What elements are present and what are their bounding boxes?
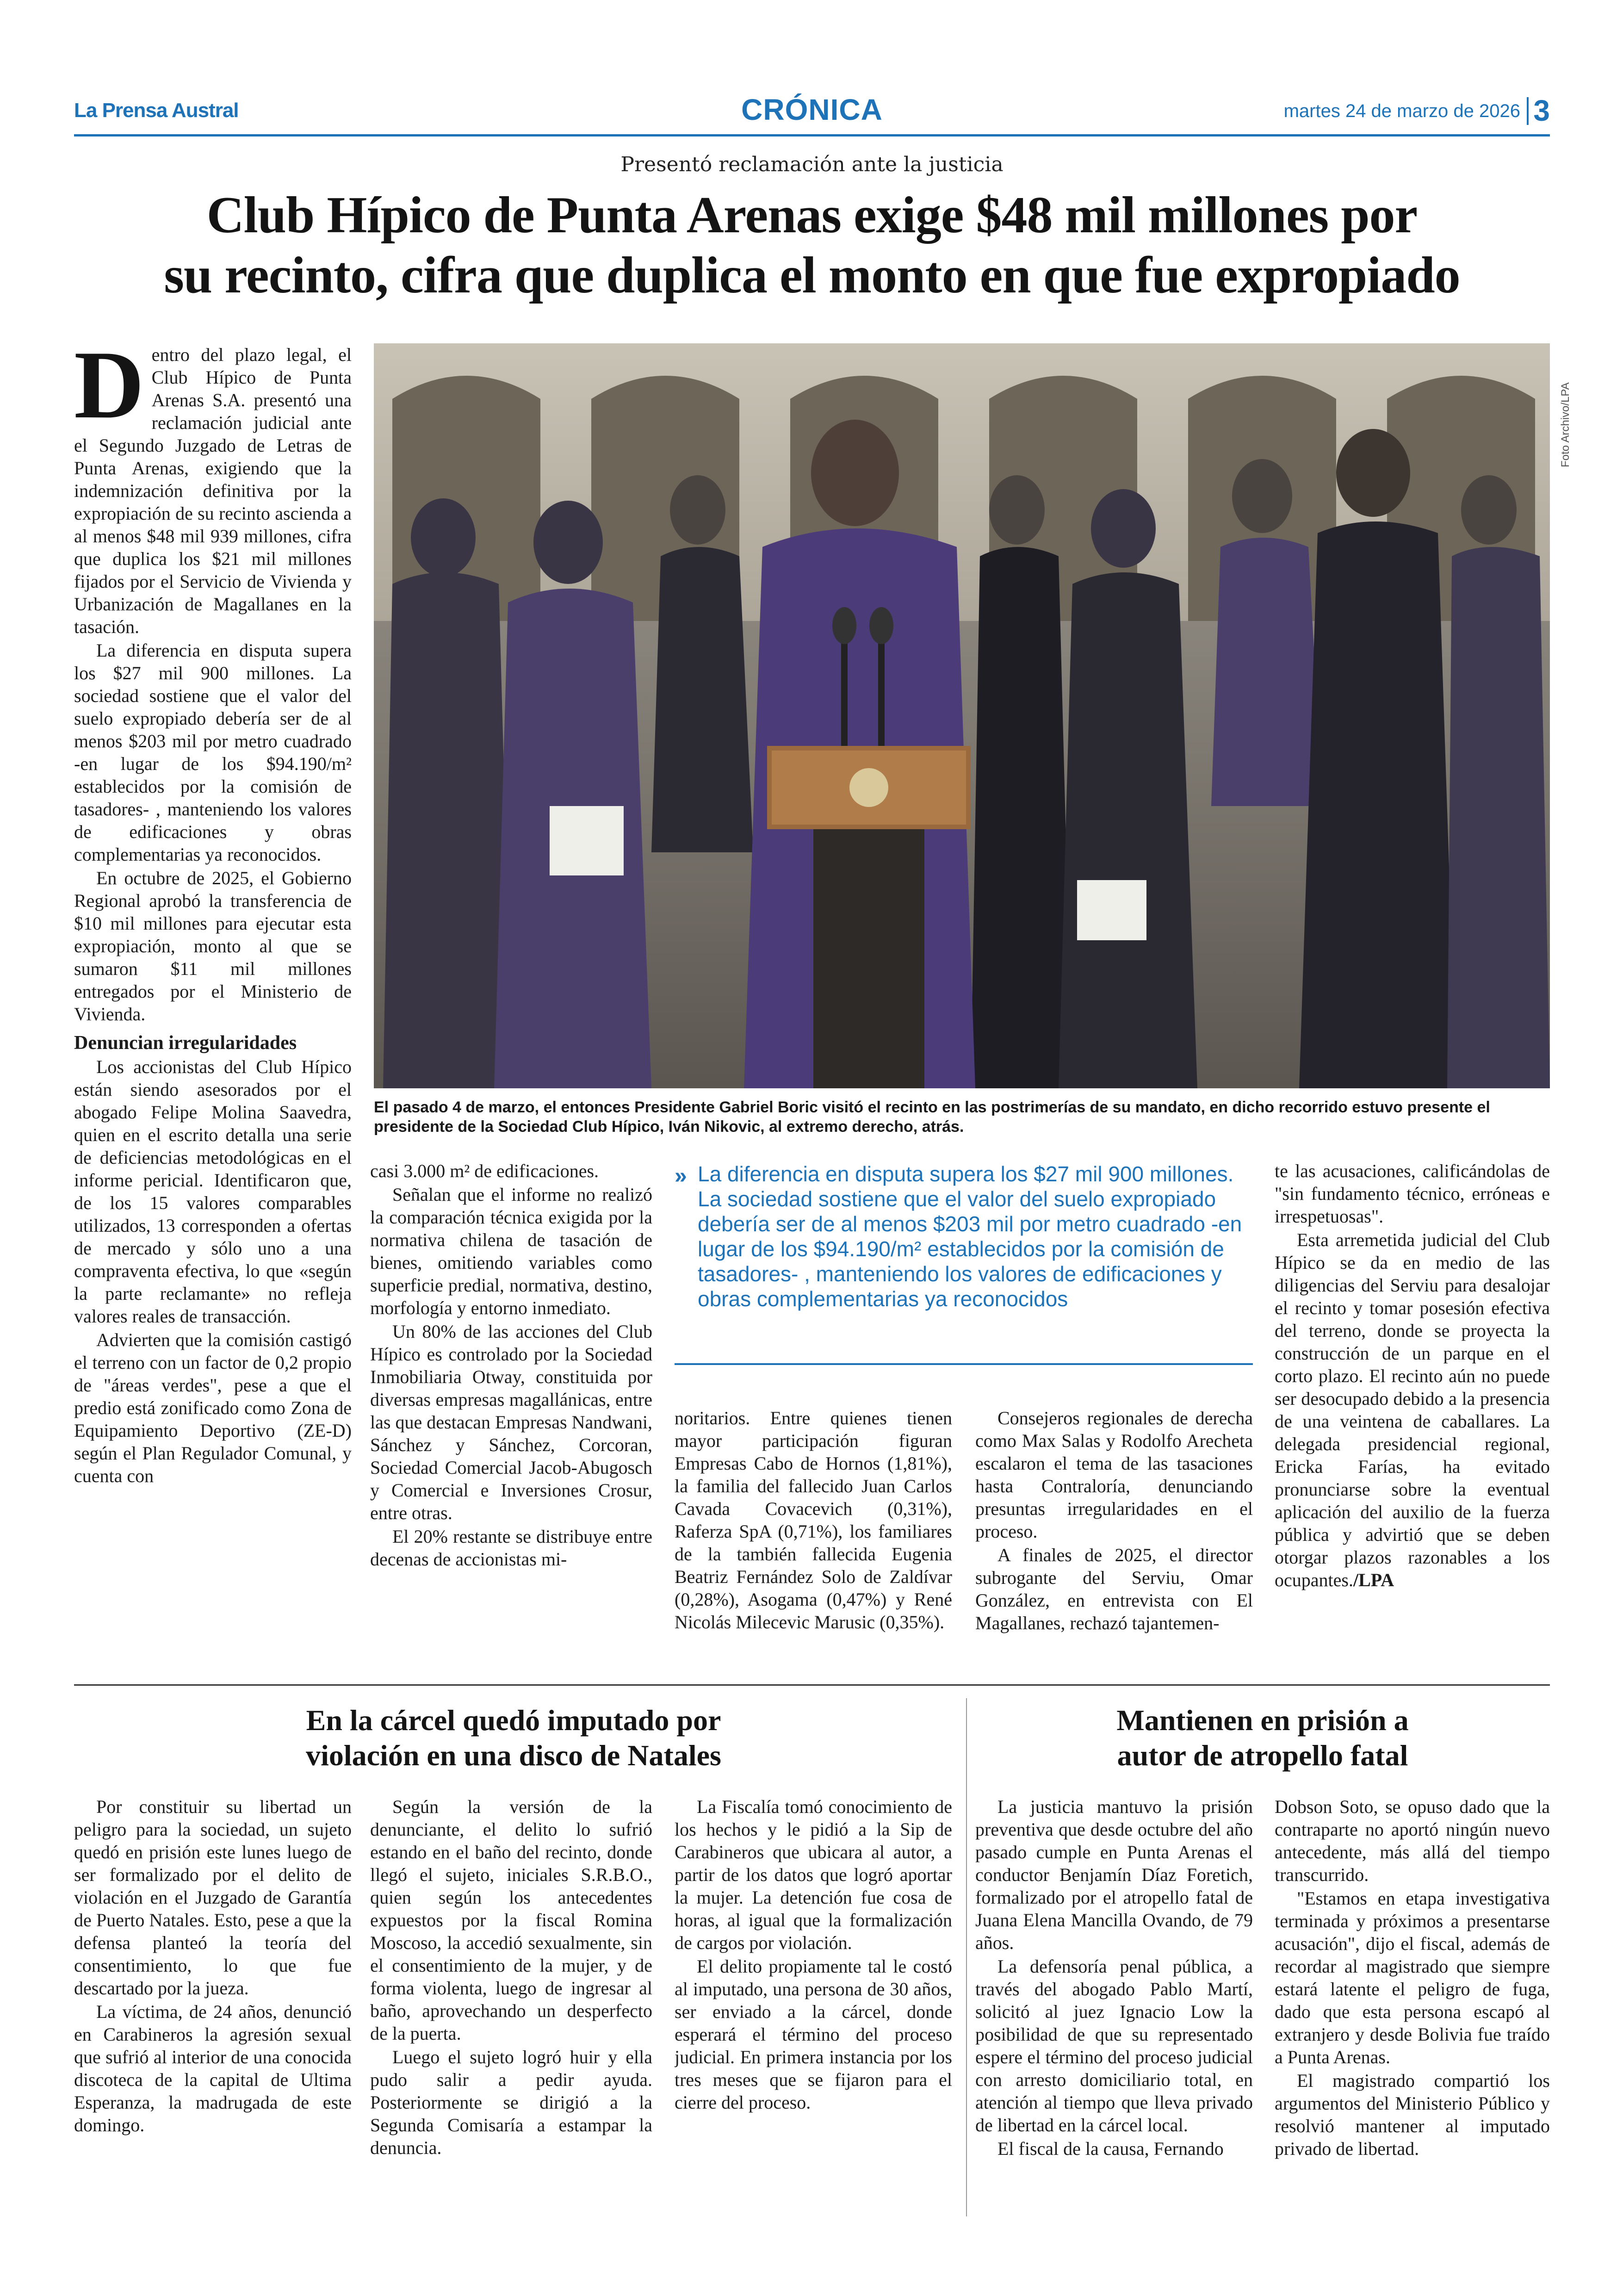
paragraph: te las acusaciones, calificándolas de "sin fundamento técnico, erróneas e irrespetuosas". [1275,1160,1550,1227]
pull-quote-text: La diferencia en disputa supera los $27 mil 900 millones. La sociedad sostiene que el valor del suelo expropiado debería ser de al menos $203 mil por metro cuadrado -en lugar de los $94.190/m² establecidos por la comisión de tasadores- , manteniendo los valores de edificaciones y obras complementarias ya reconocidos [698,1162,1242,1311]
paragraph: La diferencia en disputa supera los $27 mil 900 millones. La sociedad sostiene que el valor del suelo expropiado debería ser de al menos $203 mil por metro cuadrado -en lugar de los $94.190/m² establecidos por la comisión de tasadores- , manteniendo los valores de edificaciones y obras complementarias ya reconocidos. [74,640,352,865]
article-column-3 [675,1407,952,1670]
kicker: Presentó reclamación ante la justicia [620,153,1004,176]
page-header [74,93,1550,134]
lead-paragraph [74,343,352,638]
article-column-2 [370,1160,652,1669]
news-photo [374,343,1550,1088]
publication-name: La Prensa Austral [74,99,239,122]
paragraph: A finales de 2025, el director subrogante del Serviu, Omar González, en entrevista con El Magallanes, rechazó tajantemen- [975,1545,1253,1633]
story2-column-1 [74,1795,352,2226]
main-headline [74,185,1550,305]
pull-quote [675,1161,1253,1365]
paragraph: noritarios. Entre quienes tienen mayor participación figuran Empresas Cabo de Hornos (1,81%), la familia del fallecido Juan Carlos Cavada Covacevich (0,31%), Raferza SpA (0,71%), los familiares de la también fallecida Eugenia Beatriz Fernández Solo de Zaldívar (0,28%), Asogama (0,47%) y René Nicolás Milecevic Marusic (0,35%). [675,1408,952,1632]
paragraph: Consejeros regionales de derecha como Max Salas y Rodolfo Arecheta escalaron el tema de las tasaciones hasta Contraloría, denunciando presuntas irregularidades en el proceso. [975,1408,1253,1542]
headline-line: En la cárcel quedó imputado por [306,1704,721,1737]
subheading: Denuncian irregularidades [74,1032,297,1054]
dropcap: D [74,343,144,439]
paragraph: Advierten que la comisión castigó el terreno con un factor de 0,2 propio de "áreas verdes", pese a que el predio está zonificado como Zona de Equipamiento Deportivo (ZE-D) según el Plan Regulador Comunal, y cuenta con [74,1329,352,1486]
paragraph: La Fiscalía tomó conocimiento de los hechos y le pidió a la Sip de Carabineros que ubicara al autor, a partir de los datos que logró aportar la mujer. La detención fue cosa de horas, al igual que la formalización de cargos por violación. [675,1796,952,1953]
headline-line: autor de atropello fatal [1117,1739,1408,1772]
photo-illustration [374,343,1550,1088]
headline-line: violación en una disco de Natales [306,1739,721,1772]
paragraph: Los accionistas del Club Hípico están siendo asesorados por el abogado Felipe Molina Saavedra, quien en el escrito detalla una serie de deficiencias metodológicas en el informe pericial. Identificaron que, de los 15 valores comparables utilizados, 13 corresponden a ofertas de mercado y sólo uno a una compraventa efectiva, lo que «según la parte reclamante» no refleja valores reales de transacción. [74,1056,352,1327]
double-arrow-icon: » [675,1164,687,1188]
page-number: 3 [1533,94,1550,127]
section-divider [74,1684,1550,1686]
headline-line: su recinto, cifra que duplica el monto en que fue expropiado [164,247,1460,304]
paragraph: Según la versión de la denunciante, el delito lo sufrió estando en el baño del recinto, donde llegó el sujeto, iniciales S.R.B.O., quien según los antecedentes expuestos por la fiscal Romina Moscoso, la accedió sexualmente, sin el consentimiento de la mujer, y de forma violenta, luego de ingresar al baño, aprovechando un desperfecto de la puerta. [370,1796,652,2044]
paragraph [1275,1229,1550,1591]
issue-date: martes 24 de marzo de 2026 [1283,101,1520,121]
paragraph: El 20% restante se distribuye entre decenas de accionistas mi- [370,1526,652,1570]
paragraph: Un 80% de las acciones del Club Hípico es controlado por la Sociedad Inmobiliaria Otway, constituida por diversas empresas magallánicas, entre las que destacan Empresas Nandwani, Sánchez y Sánchez, Corcoran, Sociedad Comercial Jacob-Abugosch y Comercial e Inversiones Crosur, entre otras. [370,1321,652,1523]
story2-headline [74,1703,953,1773]
paragraph: El delito propiamente tal le costó al imputado, una persona de 30 años, ser enviado a la cárcel, donde esperará el término del proceso judicial. En primera instancia por los tres meses que se fijaron para el cierre del proceso. [675,1956,952,2113]
headline-line: Mantienen en prisión a [1116,1704,1409,1737]
paragraph: "Estamos en etapa investigativa terminada y próximos a presentarse acusación", dijo el fiscal, además de recordar al magistrado que siempre estará latente el peligro de fuga, dado que esta persona escapó al extranjero y desde Bolivia fue traído a Punta Arenas. [1275,1888,1550,2067]
photo-credit [1555,352,1574,472]
column-divider [966,1698,967,2216]
photo-caption: El pasado 4 de marzo, el entonces Presidente Gabriel Boric visitó el recinto en las postrimerías de su mandato, en dicho recorrido estuvo presente el presidente de la Sociedad Club Hípico, Iván Nikovic, al extremo derecho, atrás. [374,1098,1490,1136]
header-rule [74,134,1550,137]
paragraph: El magistrado compartió los argumentos del Ministerio Público y resolvió mantener al imputado privado de libertad. [1275,2070,1550,2159]
article-column-1 [74,343,352,1667]
paragraph: La víctima, de 24 años, denunció en Carabineros la agresión sexual que sufrió al interior de una conocida discoteca de la capital de Ultima Esperanza, la madrugada de este domingo. [74,2001,352,2135]
headline-line: Club Hípico de Punta Arenas exige $48 mil millones por [206,186,1418,244]
paragraph: Señalan que el informe no realizó la comparación técnica exigida por la normativa chilena de tasación de bienes, omitiendo variables como superficie predial, normativa, destino, morfología y entorno inmediato. [370,1184,652,1318]
story3-headline [975,1703,1550,1773]
article-column-4 [975,1407,1253,1670]
page-separator [1527,97,1529,125]
paragraph: La defensoría penal pública, a través del abogado Pablo Martí, solicitó al juez Ignacio Low la posibilidad de que su representado espere el término del proceso judicial con arresto domiciliario total, en atención al tiempo que lleva privado de libertad en la cárcel local. [975,1956,1253,2135]
story2-column-2 [370,1795,652,2226]
paragraph: Luego el sujeto logró huir y ella pudo salir a pedir ayuda. Posteriormente se dirigió a la Segunda Comisaría a estampar la denuncia. [370,2047,652,2158]
paragraph: casi 3.000 m² de edificaciones. [370,1160,599,1181]
story3-column-2 [1275,1795,1550,2226]
paragraph-text: entro del plazo legal, el Club Hípico de Punta Arenas S.A. presentó una reclamación judicial ante el Segundo Juzgado de Letras de Punta Arenas, exigiendo que la indemnización definitiva por la expropiación de su recinto ascienda a al menos $48 mil 939 millones, cifra que duplica los $21 mil millones fijados por el Servicio de Vivienda y Urbanización de Magallanes en la tasación. [74,344,352,637]
signature: /LPA [1353,1570,1394,1590]
paragraph-text: Esta arremetida judicial del Club Hípico se da en medio de las diligencias del Serviu para desalojar el recinto y tomar posesión efectiva del terreno, donde se proyecta la construcción de un parque en el corto plazo. El recinto aún no puede ser desocupado debido a la presencia de una veintena de caballares. La delegada presidencial regional, Ericka Farías, ha evitado pronunciarse sobre la eventual aplicación del auxilio de la fuerza pública y advirtió que se deben otorgar plazos razonables a los ocupantes. [1275,1229,1550,1590]
paragraph: En octubre de 2025, el Gobierno Regional aprobó la transferencia de $10 mil millones para ejecutar esta expropiación, monto al que se sumaron $11 mil millones entregados por el Ministerio de Vivienda. [74,868,352,1024]
paragraph: Dobson Soto, se opuso dado que la contraparte no aportó ningún nuevo antecedente, más allá del tiempo transcurrido. [1275,1796,1550,1885]
article-column-5 [1275,1160,1550,1670]
paragraph: El fiscal de la causa, Fernando [997,2138,1224,2159]
paragraph: Por constituir su libertad un peligro para la sociedad, un sujeto quedó en prisión este lunes luego de ser formalizado por el delito de violación en el Juzgado de Garantía de Puerto Natales. Esto, pese a que la defensa planteó la teoría del consentimiento, lo que fue descartado por la jueza. [74,1796,352,1998]
paragraph: La justicia mantuvo la prisión preventiva que desde octubre del año pasado cumple en Punta Arenas el conductor Benjamín Díaz Foretich, formalizado por el atropello fatal de Juana Elena Mancilla Ovando, de 79 años. [975,1796,1253,1953]
story3-column-1 [975,1795,1253,2226]
story2-column-3 [675,1795,952,2226]
section-title: CRÓNICA [741,93,883,126]
photo-credit-text: Foto Archivo/LPA [1559,382,1572,467]
